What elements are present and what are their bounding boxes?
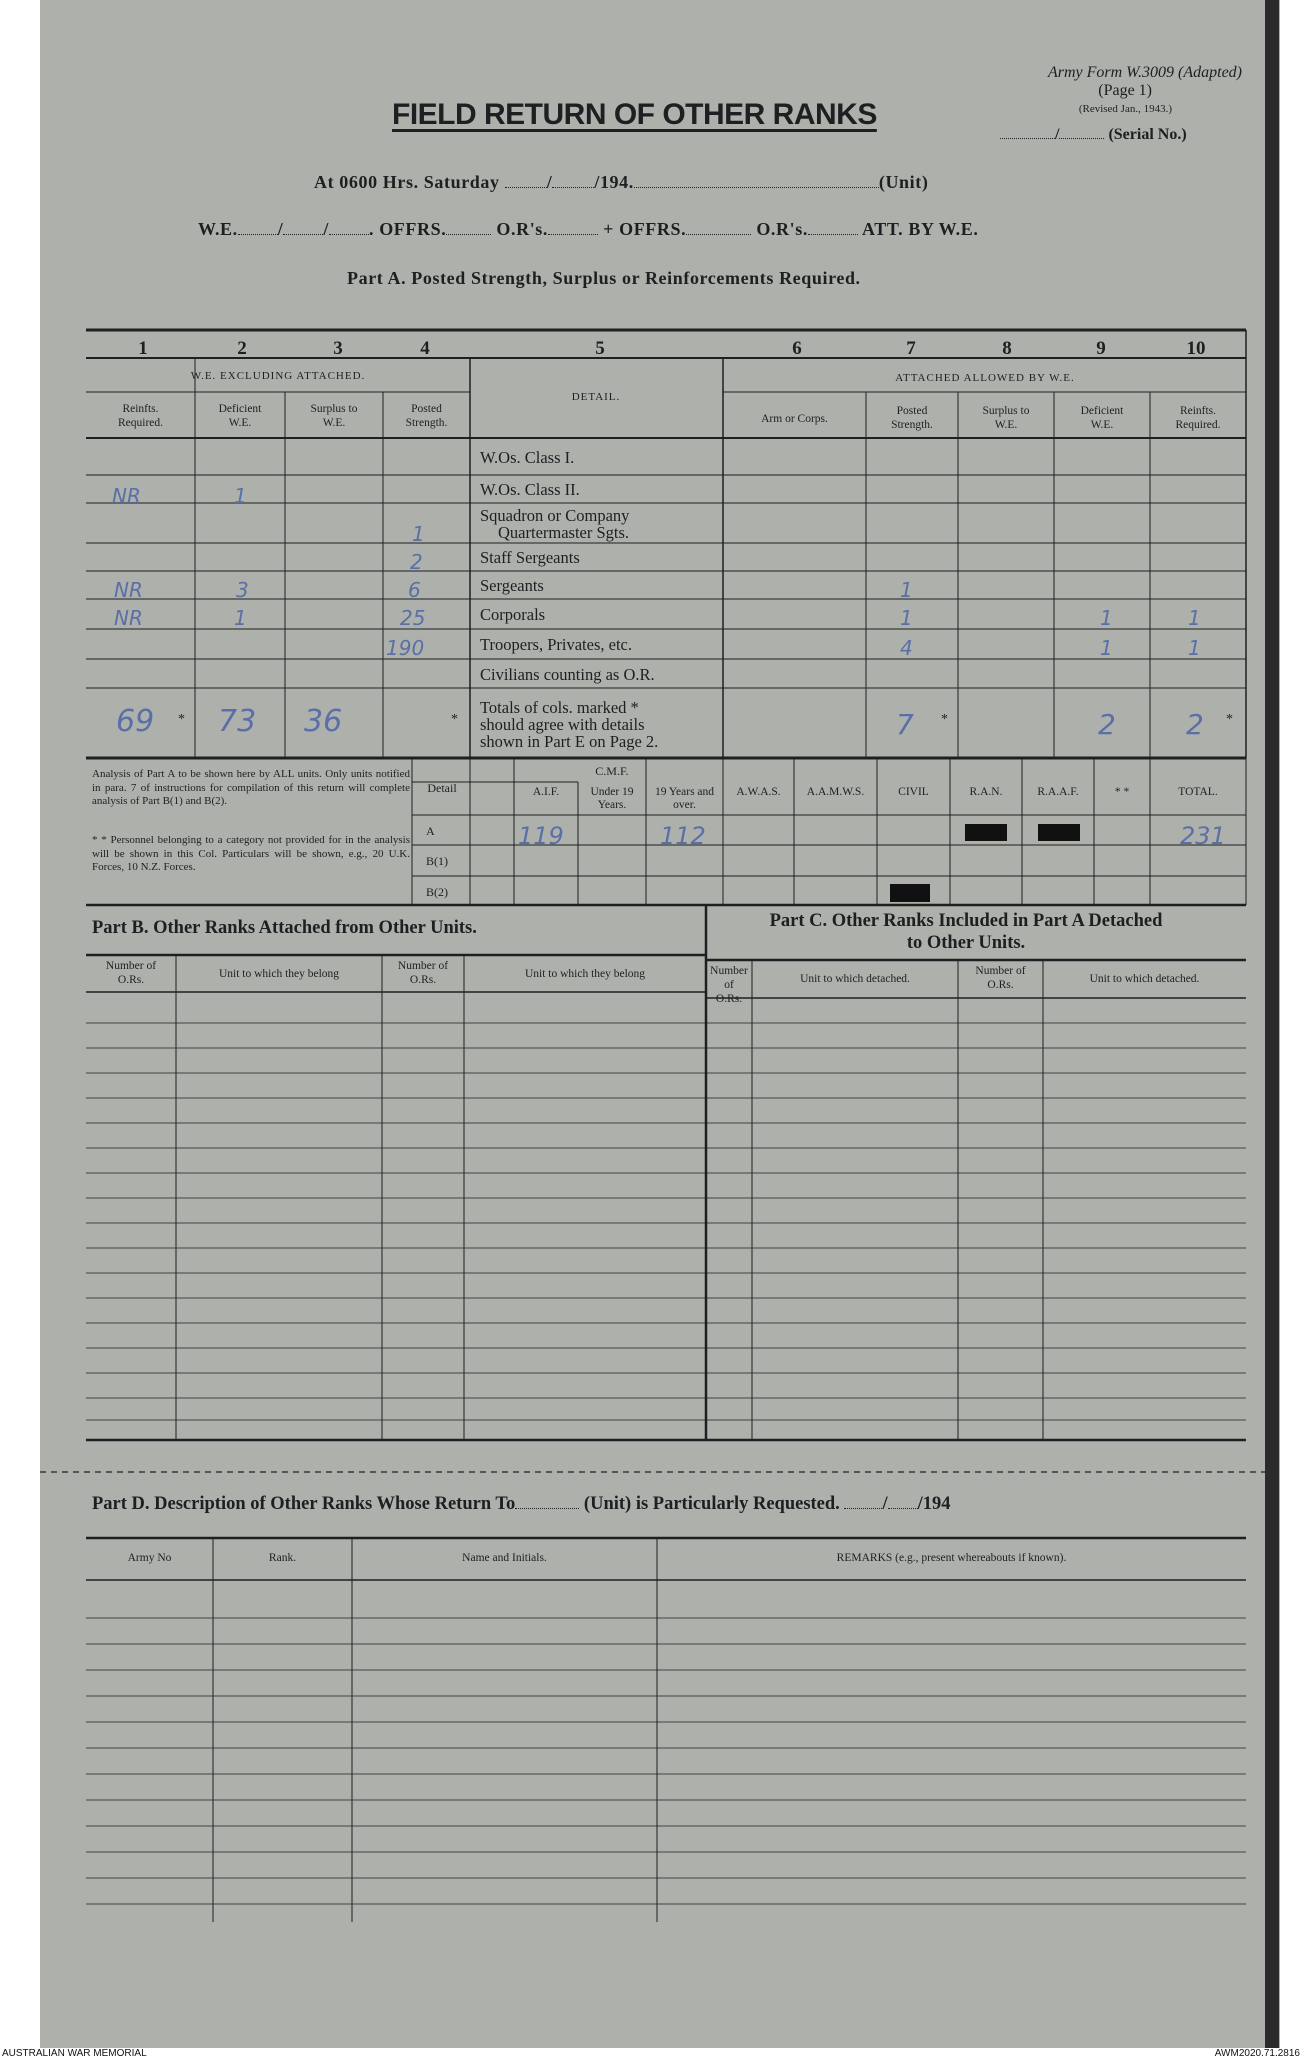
hw-sgt-def: 3 — [236, 578, 249, 602]
hw-total-att-reinf: 2 — [1186, 708, 1204, 741]
detail-row-5 — [480, 577, 720, 595]
part-b-header-1-line: O.Rs. — [117, 974, 145, 986]
part-d-header-3: Name and Initials. — [462, 1552, 547, 1564]
right-subheader-9 — [1054, 404, 1150, 432]
hw-cpl-att-reinf: 1 — [1188, 606, 1201, 630]
form-ref-adapted: (Adapted) — [1178, 64, 1242, 81]
detail-row-2 — [480, 481, 720, 499]
detail-row-9-line: shown in Part E on Page 2. — [480, 731, 659, 751]
redaction-civil — [890, 884, 930, 902]
analysis-header-3: 19 Years and over. — [654, 786, 715, 811]
serial-field: / (Serial No.) — [1000, 126, 1187, 144]
analysis-note-2: * * Personnel belonging to a category not provided for in the analysis will be shown in this Col. Particulars will be shown, e.g., 20 U.K. Forces, 10 N.Z. Forces. — [92, 834, 410, 873]
hw-tpr-att-def: 1 — [1100, 636, 1113, 660]
col-num-9: 9 — [1096, 338, 1106, 359]
ors-label: O.R's. — [496, 219, 549, 239]
right-subheader-8-line: W.E. — [994, 419, 1018, 431]
detail-row-1 — [480, 449, 720, 467]
part-c-header-4 — [1043, 972, 1246, 986]
hw-ss-posted: 2 — [410, 550, 423, 574]
left-subheader-1-line: Required. — [117, 417, 164, 429]
part-d-year: /194 — [917, 1494, 951, 1514]
part-c-title-line1: Part C. Other Ranks Included in Part A Detached — [769, 911, 1163, 931]
analysis-header-9: * * — [1114, 786, 1130, 798]
part-c-header-3-line: O.Rs. — [987, 979, 1014, 991]
group-header-right: ATTACHED ALLOWED BY W.E. — [895, 372, 1075, 384]
part-d-header-2: Rank. — [268, 1552, 297, 1564]
left-subheader-4-line: Strength. — [405, 417, 448, 429]
part-b-header-3 — [382, 959, 464, 987]
detail-row-9-line: should agree with details — [480, 714, 645, 734]
right-subheader-8 — [958, 404, 1054, 432]
right-subheader-10-line: Required. — [1175, 419, 1221, 431]
hw-wo2-def: 1 — [234, 484, 247, 508]
detail-header: DETAIL. — [571, 391, 621, 403]
part-d-header-1: Army No — [127, 1552, 172, 1564]
part-c-header-1-line: O.Rs. — [715, 993, 743, 1005]
footer-right: AWM2020.71.2816 — [1214, 2048, 1300, 2059]
part-b-header-3-line: O.Rs. — [409, 974, 437, 986]
hw-total-reinf: 69 — [116, 704, 155, 739]
analysis-header-10: TOTAL. — [1178, 786, 1218, 798]
star-col7: * — [941, 712, 948, 727]
hw-total-surplus: 36 — [304, 704, 343, 739]
detail-row-3-line: Quartermaster Sgts. — [498, 523, 630, 542]
analysis-header-1: A.I.F. — [532, 786, 560, 798]
part-b-header-2-line: Unit to which they belong — [218, 968, 340, 980]
we-label: W.E. — [198, 219, 238, 239]
part-b-header-4-line: Unit to which they belong — [524, 968, 646, 980]
star-col1: * — [178, 712, 185, 727]
right-subheader-10 — [1150, 404, 1246, 432]
part-b-header-4 — [464, 967, 706, 981]
part-c-header-1 — [706, 964, 752, 1006]
left-subheader-2-line: W.E. — [228, 417, 252, 429]
part-b-title: Part B. Other Ranks Attached from Other Units. — [92, 918, 477, 938]
detail-row-8-line: Civilians counting as O.R. — [480, 664, 655, 684]
detail-row-7 — [480, 636, 720, 654]
left-subheader-3 — [285, 402, 383, 430]
hw-cpl-att-posted: 1 — [900, 606, 913, 630]
footer — [0, 2048, 1306, 2061]
hw-cpl-posted: 25 — [400, 606, 426, 630]
page-title: FIELD RETURN OF OTHER RANKS — [392, 98, 877, 131]
analysis-header-5: A.A.M.W.S. — [806, 786, 865, 798]
part-c-title-line2: to Other Units. — [906, 933, 1026, 953]
part-a-title: Part A. Posted Strength, Surplus or Reinforcements Required. — [347, 268, 861, 288]
right-subheader-9-line: W.E. — [1090, 419, 1114, 431]
redaction-raaf — [1038, 824, 1080, 841]
hw-cmf-a: 112 — [660, 822, 706, 850]
group-header-left: W.E. EXCLUDING ATTACHED. — [190, 370, 366, 382]
hw-tpr-posted: 190 — [386, 636, 425, 660]
left-subheader-1-line: Reinfts. — [122, 403, 159, 415]
part-c-title — [686, 910, 1246, 954]
hw-qms-posted: 1 — [412, 522, 425, 546]
part-c-header-3-line: Number of — [975, 965, 1026, 977]
analysis-header-6: CIVIL — [898, 786, 929, 798]
right-subheader-7 — [866, 404, 958, 432]
col-num-3: 3 — [333, 338, 343, 359]
hw-cpl-att-def: 1 — [1100, 606, 1113, 630]
att-label: ATT. BY W.E. — [862, 219, 979, 239]
detail-row-5-line: Sergeants — [480, 576, 544, 595]
hw-sgt-reinf: NR — [114, 578, 143, 602]
col-num-10: 10 — [1186, 338, 1206, 359]
right-subheader-7-line: Strength. — [891, 419, 933, 431]
detail-row-4 — [480, 549, 720, 567]
form-ref-revised: (Revised Jan., 1943.) — [1078, 103, 1172, 115]
analysis-row-b1: B(1) — [426, 854, 448, 868]
analysis-row-a: A — [426, 824, 435, 838]
date-at-label: At 0600 Hrs. Saturday — [314, 172, 500, 192]
hw-sgt-posted: 6 — [408, 578, 421, 602]
analysis-row-b2: B(2) — [426, 885, 448, 899]
serial-label: (Serial No.) — [1108, 126, 1187, 143]
analysis-header-4: A.W.A.S. — [736, 786, 781, 798]
offrs2-label: OFFRS. — [619, 219, 687, 239]
analysis-header-8: R.A.A.F. — [1037, 786, 1079, 798]
hw-tpr-att-posted: 4 — [900, 636, 913, 660]
hw-total-def: 73 — [218, 704, 257, 739]
hw-aif-a: 119 — [518, 822, 564, 850]
analysis-header-7: R.A.N. — [969, 786, 1003, 798]
star-col4: * — [451, 712, 458, 727]
left-subheader-3-line: W.E. — [322, 417, 346, 429]
right-subheader-6-line: Arm or Corps. — [761, 413, 828, 425]
left-subheader-3-line: Surplus to — [310, 403, 358, 415]
part-d-title-a: Part D. Description of Other Ranks Whose Return To — [92, 1494, 516, 1514]
part-b-header-1-line: Number of — [105, 960, 157, 972]
part-d-title-b: (Unit) is Particularly Requested. — [583, 1494, 840, 1514]
part-c-header-1-line: Number of — [710, 965, 748, 991]
cmf-header: C.M.F. — [595, 764, 629, 778]
analysis-header-2: Under 19 Years. — [590, 786, 634, 811]
footer-left: AUSTRALIAN WAR MEMORIAL — [2, 2048, 147, 2059]
col-num-5: 5 — [595, 338, 605, 359]
part-b-header-2 — [176, 967, 382, 981]
col-num-4: 4 — [420, 338, 430, 359]
unit-label: (Unit) — [878, 172, 929, 192]
right-subheader-8-line: Surplus to — [982, 405, 1030, 417]
col-num-8: 8 — [1002, 338, 1012, 359]
left-subheader-4-line: Posted — [411, 403, 442, 415]
detail-row-9 — [480, 699, 720, 750]
left-subheader-1 — [86, 402, 195, 430]
part-b-header-1 — [86, 959, 176, 987]
detail-row-4-line: Staff Sergeants — [480, 548, 580, 567]
analysis-note: Analysis of Part A to be shown here by ALL units. Only units notified in para. 7 of instructions for compilation of this return will complete analysis of Part B(1) and B(2). — [92, 768, 410, 807]
offrs-label: OFFRS. — [379, 219, 447, 239]
part-d-title: Part D. Description of Other Ranks Whose Return To (Unit) is Particularly Requested. / /194 — [92, 1494, 951, 1514]
detail-row-8 — [480, 666, 720, 684]
col-num-6: 6 — [792, 338, 802, 359]
part-d-header-4: REMARKS (e.g., present whereabouts if known). — [836, 1552, 1067, 1564]
year-label: 194 — [599, 172, 629, 192]
left-subheader-2 — [195, 402, 285, 430]
hw-tpr-att-reinf: 1 — [1188, 636, 1201, 660]
detail-row-3 — [480, 507, 720, 541]
part-c-header-2-line: Unit to which detached. — [800, 973, 910, 985]
hw-cpl-reinf: NR — [114, 606, 143, 630]
ors2-label: O.R's. — [756, 219, 808, 239]
form-ref-line1: Army Form W.3009 — [1047, 64, 1175, 81]
detail-row-9-line: Totals of cols. marked * — [480, 697, 639, 717]
col-num-2: 2 — [237, 338, 247, 359]
detail-row-3-line: Squadron or Company — [480, 506, 630, 525]
hw-total-att-posted: 7 — [896, 708, 914, 741]
hw-sgt-att-posted: 1 — [900, 578, 913, 602]
we-line: W.E. / / . OFFRS. O.R's. + OFFRS. O.R's. ATT. BY W.E. — [198, 219, 979, 239]
right-subheader-10-line: Reinfts. — [1179, 405, 1217, 417]
detail-row-1-line: W.Os. Class I. — [480, 447, 575, 467]
right-subheader-7-line: Posted — [896, 405, 928, 417]
detail-row-6 — [480, 606, 720, 624]
hw-total-a: 231 — [1180, 822, 1226, 850]
analysis-detail-header: Detail — [427, 781, 457, 795]
right-subheader-6 — [723, 412, 866, 426]
col-num-7: 7 — [906, 338, 916, 359]
redaction-ran — [965, 824, 1007, 841]
plus-sign: + — [603, 219, 614, 239]
form-ref-page: (Page 1) — [1098, 82, 1152, 99]
right-subheader-9-line: Deficient — [1080, 405, 1124, 417]
hw-total-att-def: 2 — [1098, 708, 1116, 741]
hw-cpl-def: 1 — [234, 606, 247, 630]
detail-row-6-line: Corporals — [480, 605, 546, 624]
star-col10: * — [1226, 712, 1233, 727]
detail-row-2-line: W.Os. Class II. — [480, 480, 580, 499]
part-c-header-4-line: Unit to which detached. — [1089, 973, 1200, 985]
hw-wo2-reinf: NR — [112, 484, 141, 508]
part-c-header-3 — [958, 964, 1043, 992]
left-subheader-4 — [383, 402, 470, 430]
date-line: At 0600 Hrs. Saturday / /194. (Unit) — [314, 172, 929, 192]
detail-row-7-line: Troopers, Privates, etc. — [480, 635, 632, 654]
part-b-header-3-line: Number of — [397, 960, 449, 972]
left-subheader-2-line: Deficient — [218, 403, 262, 415]
part-c-header-2 — [752, 972, 958, 986]
col-num-1: 1 — [138, 338, 148, 359]
